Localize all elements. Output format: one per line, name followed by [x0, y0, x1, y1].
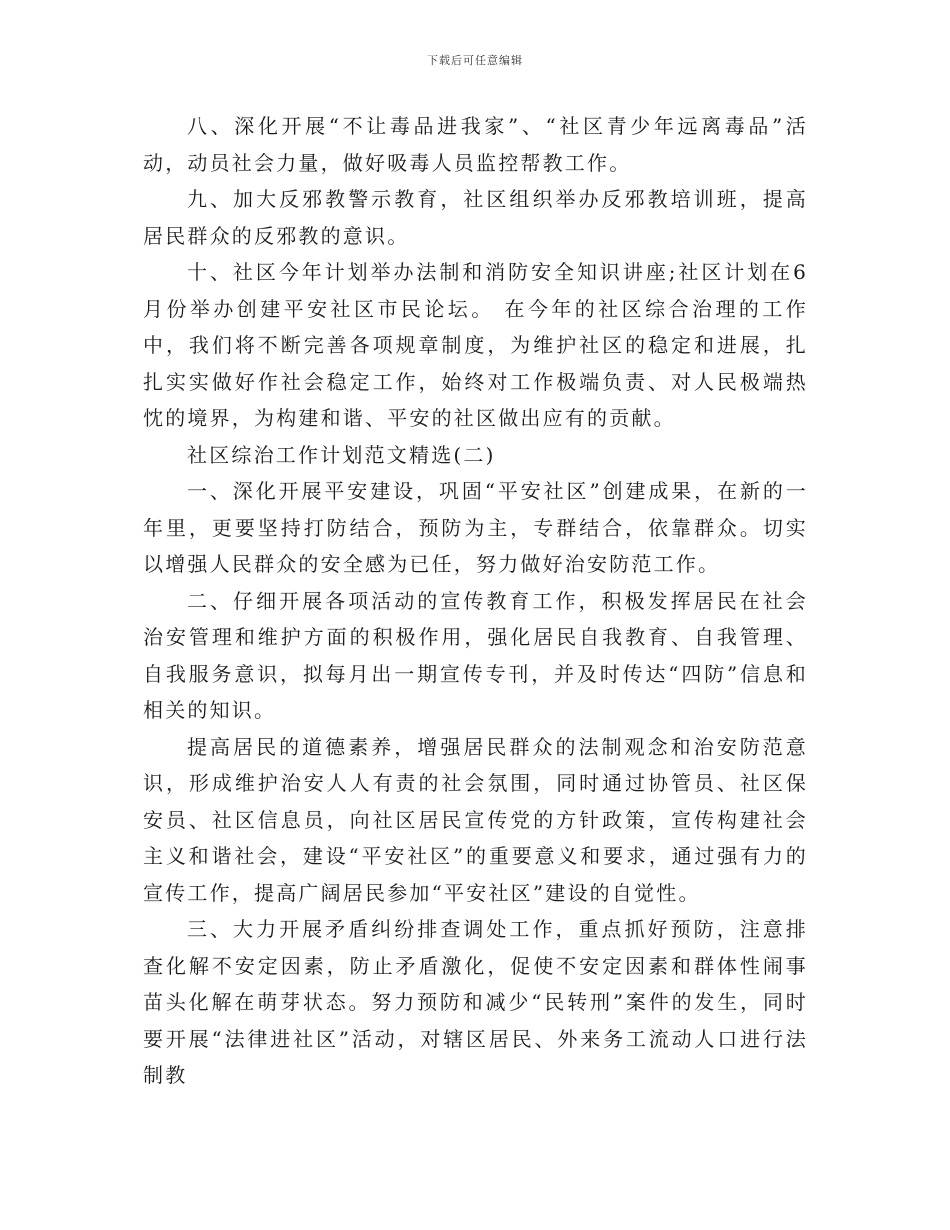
paragraph-moral-literacy: 提高居民的道德素养，增强居民群众的法制观念和治安防范意识，形成维护治安人人有责的社会氛围，同时通过协管员、社区保安员、社区信息员，向社区居民宣传党的方针政策，宣传构建社会主义和谐社会，建设“平安社区”的重要意义和要求，通过强有力的宣传工作，提高广阔居民参加“平安社区”建设的自觉性。 [143, 734, 808, 905]
paragraph-9-anti-cult: 九、加大反邪教警示教育，社区组织举办反邪教培训班，提高居民群众的反邪教的意识。 [143, 187, 808, 248]
section-title: 社区综治工作计划范文精选(二) [187, 442, 496, 467]
paragraph-3-dispute-mediation: 三、大力开展矛盾纠纷排查调处工作，重点抓好预防，注意排查化解不安定因素，防止矛盾激化，促使不安定因素和群体性闹事苗头化解在萌芽状态。努力预防和减少“民转刑”案件的发生，同时要开展“法律进社区”活动，对辖区居民、外来务工流动人口进行法制教 [143, 917, 808, 1087]
document-body [143, 108, 808, 1094]
paragraph-8-drug-prevention: 八、深化开展“不让毒品进我家”、“社区青少年远离毒品”活动，动员社会力量，做好吸毒人员监控帮教工作。 [143, 114, 808, 175]
page-header: 下载后可任意编辑 [427, 54, 523, 67]
paragraph-10-safety-lectures: 十、社区今年计划举办法制和消防安全知识讲座;社区计划在6月份举办创建平安社区市民论坛。 在今年的社区综合治理的工作中，我们将不断完善各项规章制度，为维护社区的稳定和进展，扎扎实实做好作社会稳定工作，始终对工作极端负责、对人民极端热忱的境界，为构建和谐、平安的社区做出应有的贡献。 [143, 260, 808, 430]
paragraph-1-safety-building: 一、深化开展平安建设，巩固“平安社区”创建成果，在新的一年里，更要坚持打防结合，预防为主，专群结合，依靠群众。切实以增强人民群众的安全感为已任，努力做好治安防范工作。 [143, 479, 808, 576]
paragraph-2-publicity: 二、仔细开展各项活动的宣传教育工作，积极发挥居民在社会治安管理和维护方面的积极作用，强化居民自我教育、自我管理、自我服务意识，拟每月出一期宣传专刊，并及时传达“四防”信息和相关的知识。 [143, 588, 808, 722]
